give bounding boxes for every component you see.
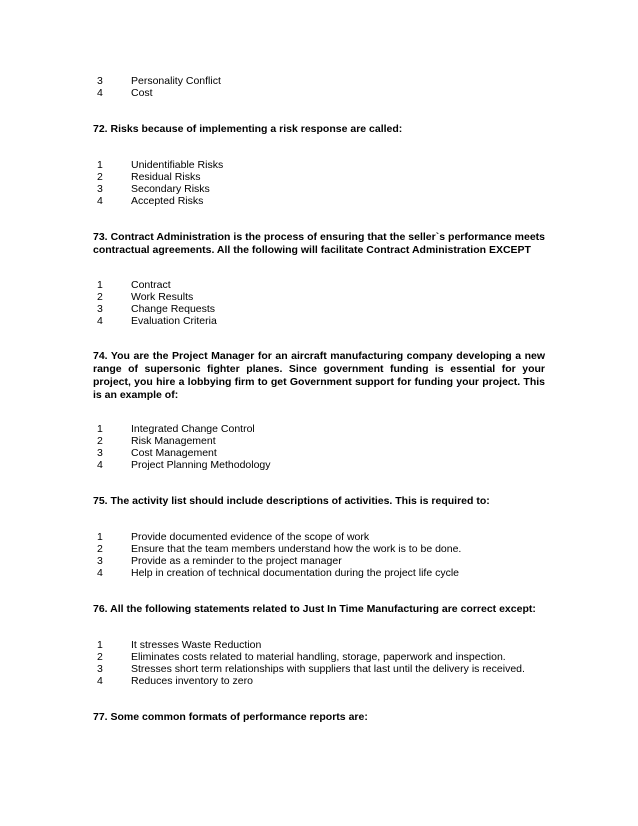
option-text: Evaluation Criteria — [131, 315, 217, 327]
option-number: 4 — [97, 315, 103, 327]
option-text: Project Planning Methodology — [131, 459, 271, 471]
option-number: 4 — [97, 567, 103, 579]
option-number: 3 — [97, 75, 103, 87]
option-number: 4 — [97, 459, 103, 471]
option-text: Cost Management — [131, 447, 217, 459]
option-item — [0, 567, 638, 580]
option-item — [0, 87, 638, 100]
option-number: 4 — [97, 675, 103, 687]
option-text: Accepted Risks — [131, 195, 204, 207]
option-text: Work Results — [131, 291, 194, 303]
option-number: 1 — [97, 531, 103, 543]
option-number: 3 — [97, 663, 103, 675]
option-number: 1 — [97, 159, 103, 171]
option-number: 2 — [97, 543, 103, 555]
option-text: Integrated Change Control — [131, 423, 255, 435]
option-item — [0, 675, 638, 688]
option-number: 2 — [97, 651, 103, 663]
option-text: Change Requests — [131, 303, 216, 315]
option-text: Reduces inventory to zero — [131, 675, 253, 687]
option-number: 1 — [97, 279, 103, 291]
option-number: 1 — [97, 423, 103, 435]
option-text: Ensure that the team members understand how the work is to be done. — [131, 543, 462, 555]
option-number: 1 — [97, 639, 103, 651]
option-number: 3 — [97, 183, 103, 195]
question-72: 72. Risks because of implementing a risk response are called: — [93, 123, 403, 135]
question-75: 75. The activity list should include descriptions of activities. This is required to: — [93, 495, 490, 507]
option-number: 3 — [97, 447, 103, 459]
option-number: 2 — [97, 291, 103, 303]
option-number: 3 — [97, 303, 103, 315]
option-text: Unidentifiable Risks — [131, 159, 224, 171]
option-text: Secondary Risks — [131, 183, 210, 195]
option-text: Provide as a reminder to the project manager — [131, 555, 342, 567]
question-77: 77. Some common formats of performance reports are: — [93, 711, 368, 723]
option-item — [0, 315, 638, 328]
option-text: Stresses short term relationships with suppliers that last until the delivery is received. — [131, 663, 525, 675]
option-text: It stresses Waste Reduction — [131, 639, 262, 651]
option-text: Personality Conflict — [131, 75, 221, 87]
option-item — [0, 459, 638, 472]
option-number: 2 — [97, 171, 103, 183]
question-73: 73. Contract Administration is the process of ensuring that the seller`s performance meets contractual agreements. All the following will facilitate Contract Administration EXCEPT — [93, 231, 545, 256]
option-text: Help in creation of technical documentation during the project life cycle — [131, 567, 460, 579]
option-text: Risk Management — [131, 435, 216, 447]
question-76: 76. All the following statements related to Just In Time Manufacturing are correct except: — [93, 603, 536, 615]
option-number: 4 — [97, 87, 103, 99]
option-text: Cost — [131, 87, 153, 99]
option-number: 4 — [97, 195, 103, 207]
question-74: 74. You are the Project Manager for an aircraft manufacturing company developing a new range of supersonic fighter planes. Since government funding is essential for your project, you hire a lobbying firm to get Government support for funding your project. This is an example of: — [93, 350, 545, 401]
option-number: 2 — [97, 435, 103, 447]
option-text: Residual Risks — [131, 171, 201, 183]
option-text: Contract — [131, 279, 171, 291]
option-text: Eliminates costs related to material handling, storage, paperwork and inspection. — [131, 651, 506, 663]
option-item — [0, 195, 638, 208]
option-number: 3 — [97, 555, 103, 567]
option-text: Provide documented evidence of the scope of work — [131, 531, 370, 543]
